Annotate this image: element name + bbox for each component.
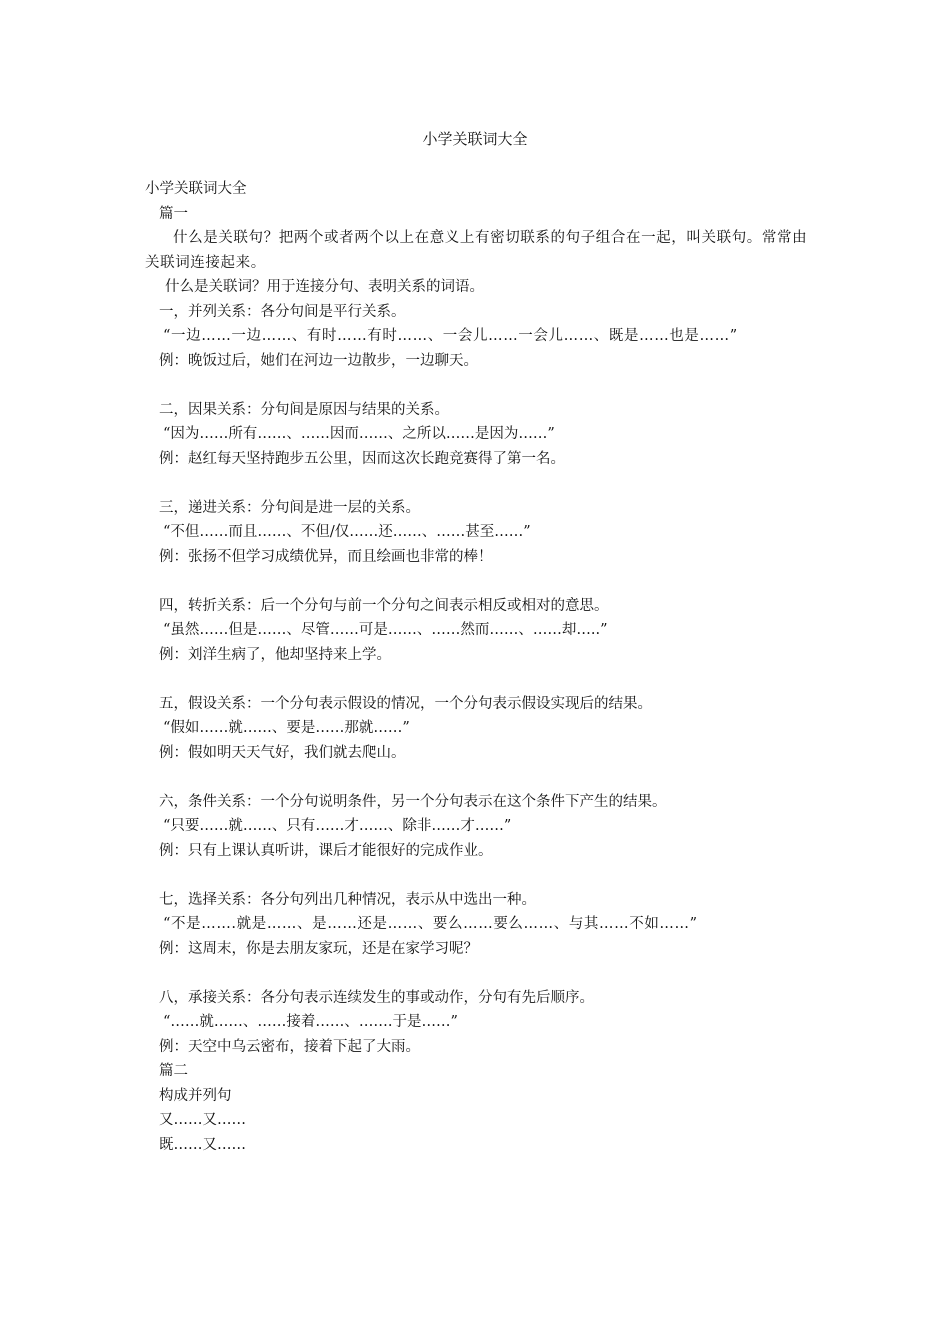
- spacer: [145, 373, 813, 398]
- section-heading: 一，并列关系：各分句间是平行关系。: [159, 303, 406, 320]
- section-sequence: [145, 986, 813, 1060]
- section-example: 例：只有上课认真听讲，课后才能很好的完成作业。: [159, 842, 493, 859]
- section-heading: 五，假设关系：一个分句表示假设的情况，一个分句表示假设实现后的结果。: [159, 695, 652, 712]
- part-two-label: 篇二: [159, 1063, 188, 1079]
- spacer: [145, 569, 813, 594]
- part-two-heading: 构成并列句: [159, 1087, 232, 1104]
- spacer: [145, 961, 813, 986]
- section-condition: [145, 790, 813, 864]
- section-cause: [145, 398, 813, 472]
- section-words: “不是…….就是……、是……还是……、要么……要么……、与其……不如……”: [163, 916, 698, 932]
- section-words: “虽然……但是……、尽管……可是……、……然而……、……却…..”: [163, 622, 608, 638]
- section-words: “一边……一边……、有时……有时……、一会儿……一会儿……、既是……也是……”: [163, 328, 738, 344]
- part-two-item: 既……又……: [159, 1136, 246, 1153]
- section-hypothesis: [145, 692, 813, 766]
- section-example: 例：这周末，你是去朋友家玩，还是在家学习呢？: [159, 940, 478, 957]
- section-contrast: [145, 594, 813, 668]
- section-example: 例：假如明天天气好，我们就去爬山。: [159, 744, 406, 761]
- section-example: 例：天空中乌云密布，接着下起了大雨。: [159, 1038, 420, 1055]
- spacer: [145, 765, 813, 790]
- spacer: [145, 471, 813, 496]
- part-two-item: 又……又……: [159, 1112, 246, 1128]
- section-heading: 四，转折关系：后一个分句与前一个分句之间表示相反或相对的意思。: [159, 597, 609, 614]
- section-heading: 六，条件关系：一个分句说明条件，另一个分句表示在这个条件下产生的结果。: [159, 793, 667, 810]
- section-choice: [145, 888, 813, 962]
- section-heading: 七，选择关系：各分句列出几种情况，表示从中选出一种。: [159, 891, 536, 908]
- document-body: [145, 177, 813, 1157]
- spacer: [145, 863, 813, 888]
- section-words: “假如……就……、要是……那就……”: [163, 720, 410, 736]
- document-heading: 小学关联词大全: [145, 181, 247, 197]
- section-words: “不但……而且……、不但/仅……还……、……甚至……”: [163, 524, 531, 540]
- definition-sentence: 什么是关联句？把两个或者两个以上在意义上有密切联系的句子组合在一起，叫关联句。常常由关联词连接起来。: [145, 230, 808, 271]
- spacer: [145, 667, 813, 692]
- section-example: 例：刘洋生病了，他却坚持来上学。: [159, 646, 391, 663]
- section-progressive: [145, 496, 813, 570]
- section-words: “……就……、……接着……、…….于是……”: [163, 1014, 458, 1030]
- section-words: “只要……就……、只有……才……、除非……才……”: [163, 818, 512, 834]
- section-parallel: [145, 300, 813, 374]
- part-one-label: 篇一: [159, 205, 188, 222]
- section-heading: 二，因果关系：分句间是原因与结果的关系。: [159, 401, 449, 418]
- section-example: 例：赵红每天坚持跑步五公里，因而这次长跑竞赛得了第一名。: [159, 450, 565, 467]
- definition-word: 什么是关联词？用于连接分句、表明关系的词语。: [165, 279, 484, 295]
- section-words: “因为……所有……、……因而……、之所以……是因为……”: [163, 426, 555, 442]
- document-title: 小学关联词大全: [422, 130, 528, 148]
- section-heading: 八，承接关系：各分句表示连续发生的事或动作，分句有先后顺序。: [159, 989, 594, 1006]
- section-example: 例：张扬不但学习成绩优异，而且绘画也非常的棒！: [159, 548, 493, 565]
- section-heading: 三，递进关系：分句间是进一层的关系。: [159, 499, 420, 516]
- section-example: 例：晚饭过后，她们在河边一边散步，一边聊天。: [159, 352, 478, 369]
